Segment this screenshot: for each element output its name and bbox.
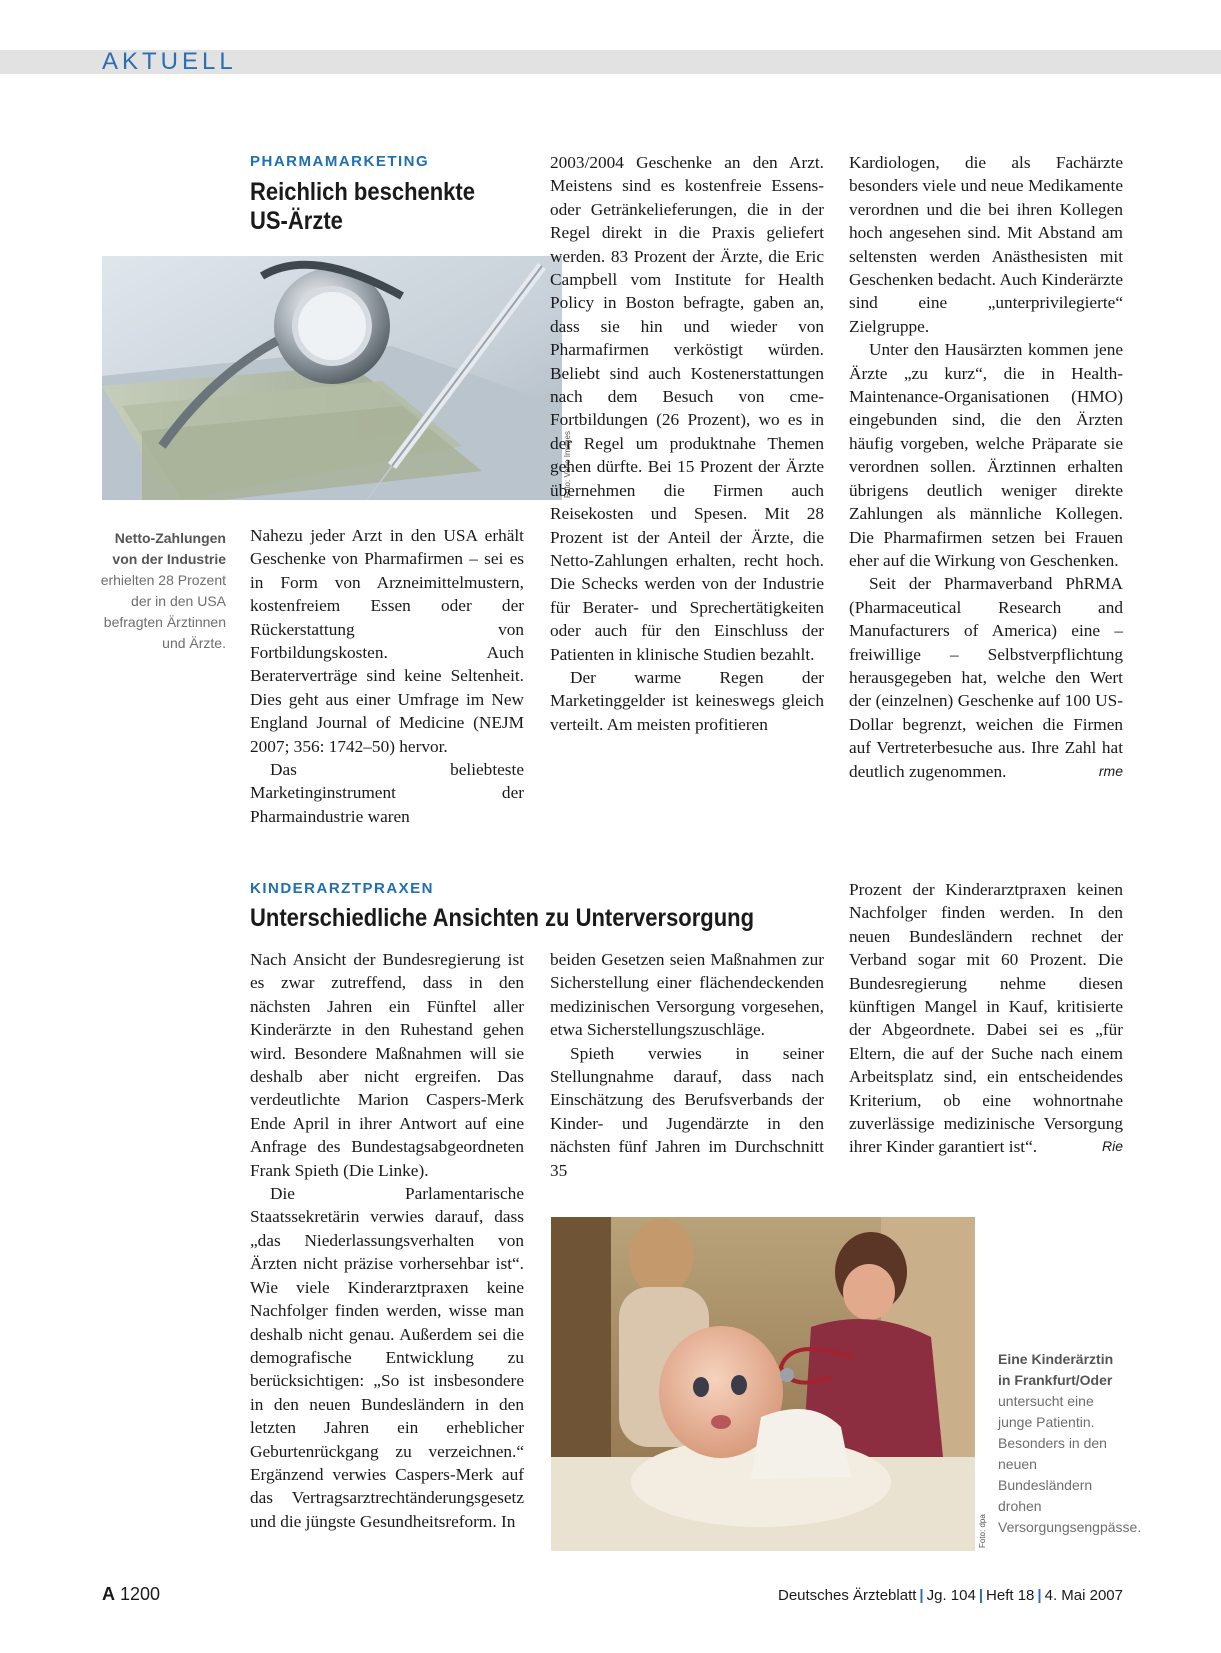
paragraph: Spieth verwies in seiner Stellungnahme darauf, dass nach Einschätzung des Berufsverbands der Kinder- und Jugendärzte in den nächsten fünf Jahren im Durchschnitt 35 xyxy=(550,1043,824,1180)
paragraph: Unter den Hausärzten kommen jene Ärzte „zu kurz“, die in Health-Maintenance-Organisationen (HMO) eingebunden sind, die den Ärzten häufig vorgeben, welche Präparate sie verordnen sollen. Ärztinnen erhalten übrigens deutlich weniger direkte Zahlungen als männliche Kollegen. Die Pharmafirmen setzen bei Frauen eher auf die Wirkung von Geschenken. xyxy=(849,340,1123,570)
article2-title: Unterschiedliche Ansichten zu Unterversorgung xyxy=(250,904,755,932)
journal-name: Deutsches Ärzteblatt xyxy=(778,1587,917,1604)
caption-bold-line2: von der Industrie xyxy=(112,551,226,567)
paragraph-text: Seit der Pharmaverband PhRMA (Pharmaceutical Research and Manufacturers of America) eine – freiwillige – Selbstverpflichtung herausgegeben hat, welche den Wert der (einzelnen) Geschenke auf 100 US-Dollar begrenzt, weichen die Firmen auf Vertreterbesuche aus. Ihre Zahl hat deutlich zugenommen. xyxy=(849,574,1123,781)
paragraph xyxy=(849,572,1123,783)
article2-column1 xyxy=(250,948,524,1533)
paragraph: beiden Gesetzen seien Maßnahmen zur Sicherstellung einer flächendeckenden medizinischen Versorgung vorgesehen, etwa Sicherstellungszuschläge. xyxy=(550,950,824,1040)
caption-text: untersucht eine junge Patientin. Besonders in den neuen Bundesländern drohen Versorgungsengpässe. xyxy=(998,1393,1142,1535)
article2-column3 xyxy=(849,878,1123,1159)
photo-illustration xyxy=(551,1217,975,1551)
author-signature: Rie xyxy=(1101,1138,1123,1155)
article1-kicker: PHARMAMARKETING xyxy=(250,153,430,170)
article1-column1 xyxy=(250,524,524,828)
photo-caption xyxy=(998,1349,1142,1538)
caption-bold-line2: in Frankfurt/Oder xyxy=(998,1372,1113,1388)
article1-title-line2: US-Ärzte xyxy=(250,207,343,235)
paragraph: 2003/2004 Geschenke an den Arzt. Meistens sind es kostenfreie Essens- oder Getränkelieferungen, die in der Regel direkt in die Praxis geliefert werden. 83 Prozent der Ärzte, die Eric Campbell vom Institute for Health Policy in Boston befragte, gaben an, dass sie hin und wieder von Pharmafirmen verköstigt würden. Beliebt sind auch Kostenerstattungen nach dem Besuch von cme-Fortbildungen (26 Prozent), wo es in der Regel um produktnahe Themen gehen dürfte. Bei 15 Prozent der Ärzte übernehmen die Firmen auch Reisekosten und Spesen. Mit 28 Prozent ist der Anteil der Ärzte, die Netto-Zahlungen erhalten, recht hoch. Die Schecks werden von der Industrie für Berater- und Sprechertätigkeiten oder auch für den Einschluss der Patienten in klinische Studien bezahlt. xyxy=(550,153,824,664)
article1-column2 xyxy=(550,151,824,736)
paragraph xyxy=(849,878,1123,1159)
paragraph: Die Parlamentarische Staatssekretärin verwies darauf, dass „das Niederlassungsverhalten von Ärzten nicht präzise vorhersehbar ist“. Wie viele Kinderarztpraxen keine Nachfolger finden werden, wisse man deshalb nicht genau. Außerdem sei die demografische Entwicklung zu berücksichtigen: „So ist insbesondere in den neuen Bundesländern in den letzten Jahren ein erheblicher Geburtenrückgang zu verzeichnen.“ Ergänzend verwies Caspers-Merk auf das Vertragsarztrechtänderungsgesetz und die jüngste Gesundheitsreform. In xyxy=(250,1184,524,1531)
article2-column2 xyxy=(550,948,824,1182)
section-label: AKTUELL xyxy=(102,48,237,75)
photo-illustration xyxy=(102,256,562,500)
photo-credit: Foto: Vario Images xyxy=(563,431,572,498)
journal-date: 4. Mai 2007 xyxy=(1044,1587,1123,1604)
article1-column3 xyxy=(849,151,1123,783)
journal-issue: Heft 18 xyxy=(986,1587,1035,1604)
page-number-value: 1200 xyxy=(120,1584,161,1604)
paragraph: Das beliebteste Marketinginstrument der Pharmaindustrie waren xyxy=(250,760,524,826)
pediatrician-baby-photo xyxy=(551,1217,975,1551)
photo-caption xyxy=(96,528,226,654)
journal-volume: Jg. 104 xyxy=(926,1587,976,1604)
paragraph: Nach Ansicht der Bundesregierung ist es zwar zutreffend, dass in den nächsten Jahren ein Fünftel aller Kinderärzte in den Ruhestand gehen wird. Besondere Maßnahmen will sie deshalb aber nicht ergreifen. Das verdeutlichte Marion Caspers-Merk Ende April in ihrer Antwort auf eine Anfrage des Bundestagsabgeordneten Frank Spieth (Die Linke). xyxy=(250,950,524,1180)
page-number xyxy=(102,1584,160,1605)
author-signature: rme xyxy=(1098,762,1123,779)
caption-bold-line1: Netto-Zahlungen xyxy=(114,530,226,546)
article2-kicker: KINDERARZTPRAXEN xyxy=(250,880,435,897)
paragraph: Der warme Regen der Marketinggelder ist keineswegs gleich verteilt. Am meisten profitieren xyxy=(550,667,824,734)
page-prefix: A xyxy=(102,1584,115,1604)
caption-bold-line1: Eine Kinderärztin xyxy=(998,1351,1114,1367)
caption-text: erhielten 28 Prozent der in den USA befragten Ärztinnen und Ärzte. xyxy=(100,572,226,651)
journal-info: Deutsches Ärzteblatt | Jg. 104 | Heft 18 | 4. Mai 2007 xyxy=(778,1587,1123,1604)
paragraph: Nahezu jeder Arzt in den USA erhält Geschenke von Pharmafirmen – sei es in Form von Arzneimittelmustern, kostenfreiem Essen oder der Rückerstattung von Fortbildungskosten. Auch Beraterverträge sind keine Seltenheit. Dies geht aus einer Umfrage im New England Journal of Medicine (NEJM 2007; 356: 1742–50) hervor. xyxy=(250,526,524,756)
paragraph-text: Prozent der Kinderarztpraxen keinen Nachfolger finden werden. In den neuen Bundesländern rechnet der Verband sogar mit 60 Prozent. Die Bundesregierung nehme diesen künftigen Mangel in Kauf, kritisierte der Abgeordnete. Dabei sei es „für Eltern, die auf der Suche nach einem Arbeitsplatz sind, ein entscheidendes Kriterium, ob eine wohnortnahe zuverlässige medizinische Versorgung ihrer Kinder garantiert ist“. xyxy=(849,880,1123,1157)
stethoscope-money-photo xyxy=(102,256,562,500)
paragraph: Kardiologen, die als Fachärzte besonders viele und neue Medikamente verordnen und die bei ihren Kollegen hoch angesehen sind. Mit Abstand am seltensten werden Anästhesisten mit Geschenken bedacht. Auch Kinderärzte sind eine „unterprivilegierte“ Zielgruppe. xyxy=(849,153,1123,336)
photo-credit: Foto: dpa xyxy=(978,1514,987,1548)
article1-title-line1: Reichlich beschenkte xyxy=(250,178,475,206)
